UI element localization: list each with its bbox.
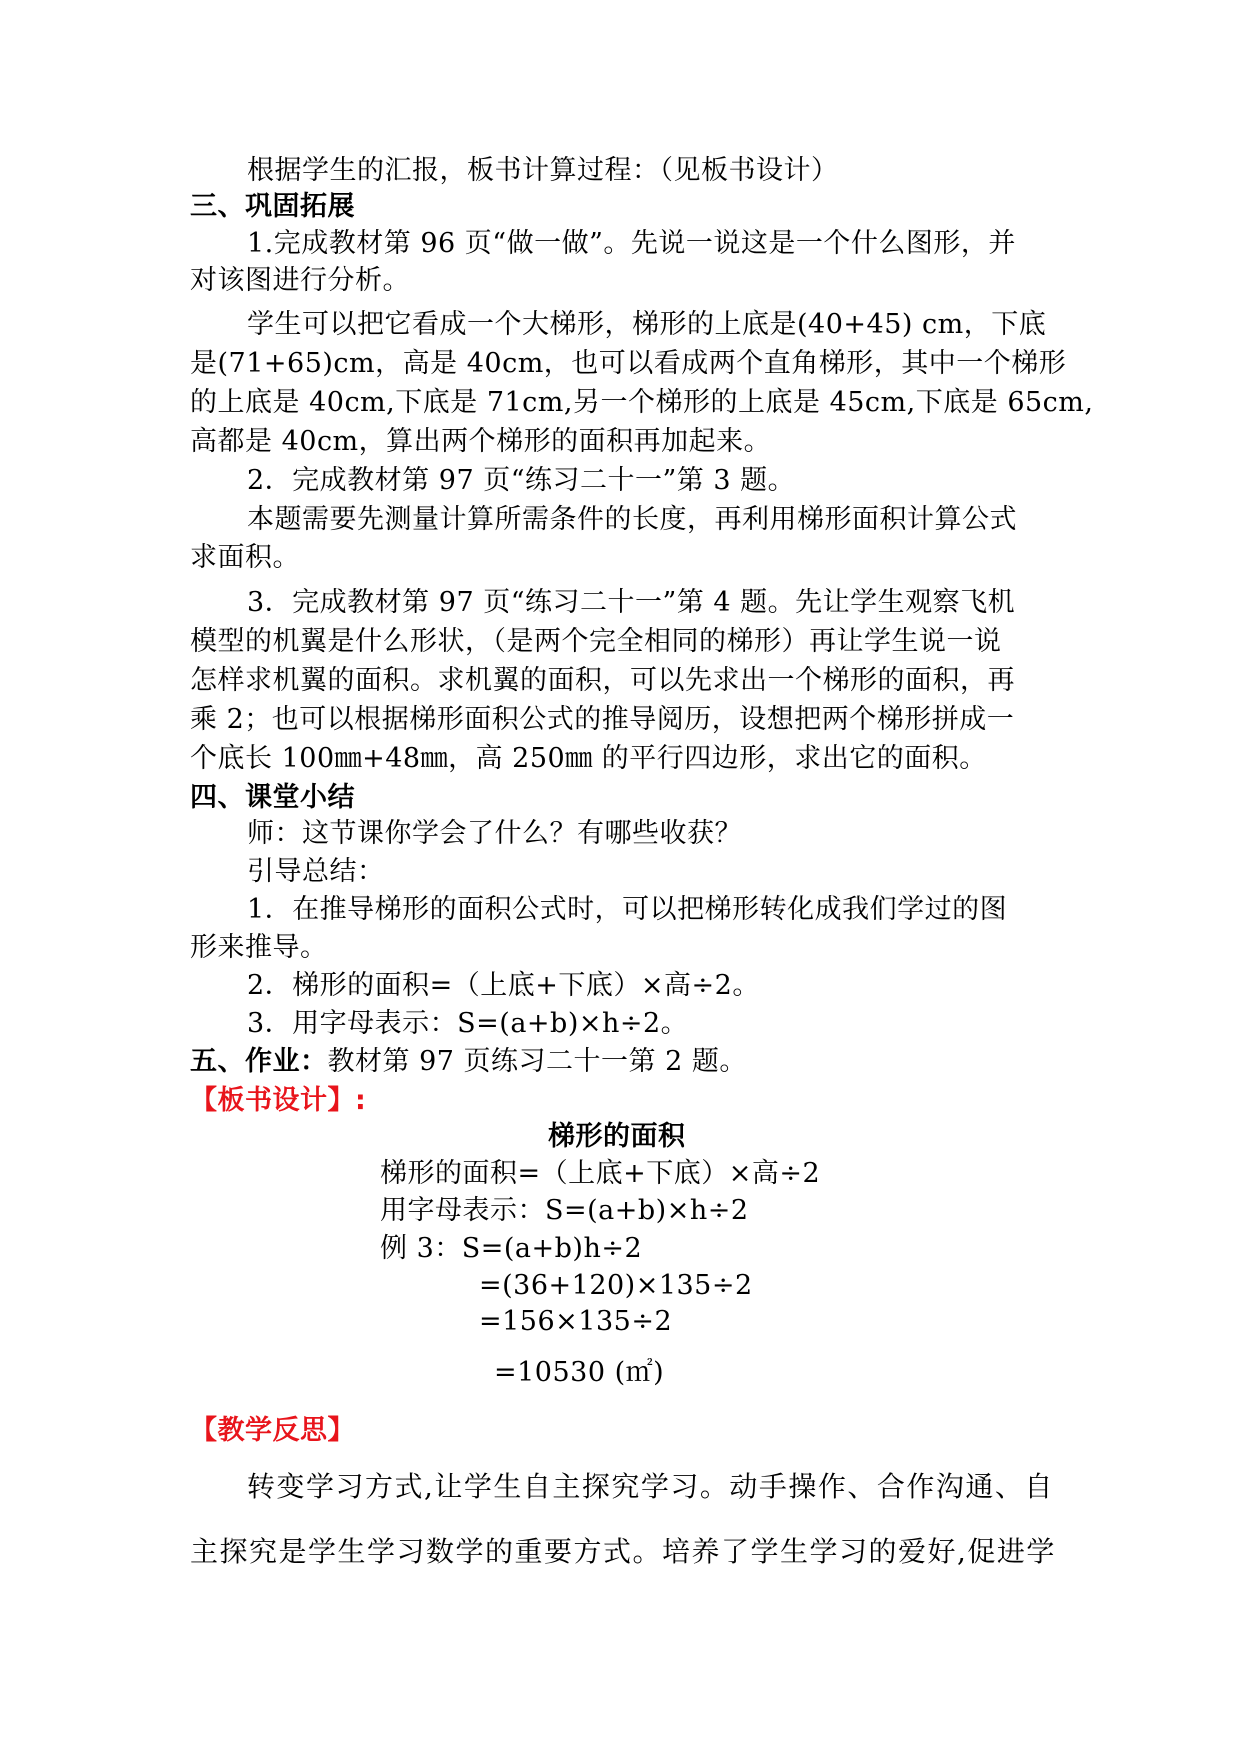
section-heading-consolidate: 三、巩固拓展 bbox=[190, 191, 355, 222]
board-formula-letters: 用字母表示：S=(a+b)×h÷2 bbox=[380, 1195, 749, 1226]
exercise-3-line-5: 个底长 100㎜+48㎜，高 250㎜ 的平行四边形，求出它的面积。 bbox=[190, 743, 987, 774]
exercise-1-line-1: 1.完成教材第 96 页“做一做”。先说一说这是一个什么图形，并 bbox=[247, 228, 1016, 259]
exercise-1-line-2: 对该图进行分析。 bbox=[190, 265, 410, 296]
exercise-1-answer-line-4: 高都是 40cm，算出两个梯形的面积再加起来。 bbox=[190, 426, 772, 457]
board-step-1: =(36+120)×135÷2 bbox=[479, 1270, 753, 1301]
summary-point-3: 3．用字母表示：S=(a+b)×h÷2。 bbox=[247, 1008, 689, 1039]
reflection-line-1: 转变学习方式,让学生自主探究学习。动手操作、合作沟通、自 bbox=[247, 1470, 1054, 1503]
exercise-3-line-3: 怎样求机翼的面积。求机翼的面积，可以先求出一个梯形的面积，再 bbox=[190, 665, 1015, 696]
summary-teacher-question: 师：这节课你学会了什么？有哪些收获？ bbox=[247, 818, 742, 849]
exercise-3-line-2: 模型的机翼是什么形状，（是两个完全相同的梯形）再让学生说一说 bbox=[190, 626, 1002, 657]
summary-point-1-line-2: 形来推导。 bbox=[190, 932, 328, 963]
reflection-label: 【教学反思】 bbox=[190, 1415, 355, 1446]
summary-point-1-line-1: 1．在推导梯形的面积公式时，可以把梯形转化成我们学过的图 bbox=[247, 894, 1008, 925]
homework-text: 教材第 97 页练习二十一第 2 题。 bbox=[327, 1046, 747, 1077]
exercise-2-note-line-2: 求面积。 bbox=[190, 542, 300, 573]
homework-line bbox=[190, 1043, 747, 1081]
summary-guide-label: 引导总结： bbox=[247, 856, 385, 887]
homework-heading: 五、作业： bbox=[190, 1046, 328, 1077]
board-step-2: =156×135÷2 bbox=[479, 1306, 673, 1337]
exercise-1-answer-line-1: 学生可以把它看成一个大梯形，梯形的上底是(40+45) cm，下底 bbox=[247, 309, 1047, 340]
exercise-2-line-1: 2．完成教材第 97 页“练习二十一”第 3 题。 bbox=[247, 465, 796, 496]
exercise-3-line-1: 3．完成教材第 97 页“练习二十一”第 4 题。先让学生观察飞机 bbox=[247, 587, 1016, 618]
exercise-3-line-4: 乘 2；也可以根据梯形面积公式的推导阅历，设想把两个梯形拼成一 bbox=[190, 704, 1015, 735]
board-result: =10530 (㎡) bbox=[494, 1357, 665, 1388]
exercise-1-answer-line-3: 的上底是 40cm,下底是 71cm,另一个梯形的上底是 45cm,下底是 65cm, bbox=[190, 387, 1094, 418]
report-paragraph: 根据学生的汇报，板书计算过程：（见板书设计） bbox=[247, 155, 839, 186]
summary-point-2: 2．梯形的面积=（上底+下底）×高÷2。 bbox=[247, 970, 760, 1001]
board-title: 梯形的面积 bbox=[548, 1121, 686, 1152]
exercise-2-note-line-1: 本题需要先测量计算所需条件的长度，再利用梯形面积计算公式 bbox=[247, 504, 1017, 535]
board-design-label: 【板书设计】: bbox=[190, 1085, 367, 1116]
board-formula-words: 梯形的面积=（上底+下底）×高÷2 bbox=[380, 1158, 821, 1189]
exercise-1-answer-line-2: 是(71+65)cm，高是 40cm，也可以看成两个直角梯形，其中一个梯形 bbox=[190, 348, 1067, 379]
board-example-3: 例 3：S=(a+b)h÷2 bbox=[380, 1233, 643, 1264]
section-heading-summary: 四、课堂小结 bbox=[190, 782, 355, 813]
reflection-line-2: 主探究是学生学习数学的重要方式。培养了学生学习的爱好,促进学 bbox=[190, 1535, 1056, 1568]
